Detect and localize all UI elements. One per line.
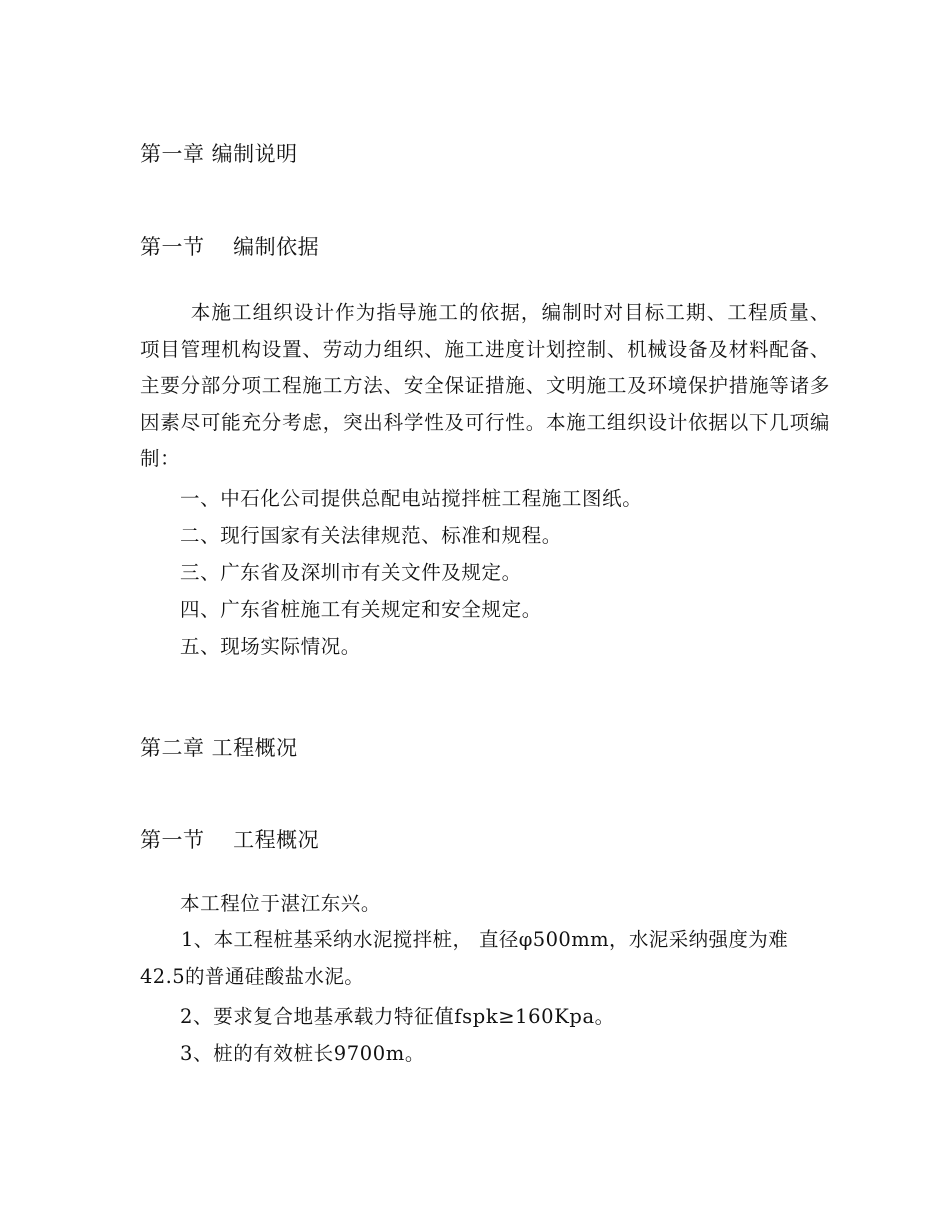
project-item-2: 2、要求复合地基承载力特征值fspk≥160Kpa。 xyxy=(180,1005,615,1028)
chapter-1-section-1-title: 第一节 编制依据 xyxy=(140,235,320,259)
project-location: 本工程位于湛江东兴。 xyxy=(180,892,382,915)
basis-item-1: 一、中石化公司提供总配电站搅拌桩工程施工图纸。 xyxy=(180,487,643,510)
basis-item-2: 二、现行国家有关法律规范、标准和规程。 xyxy=(180,524,562,547)
chapter-1-intro-paragraph: 本施工组织设计作为指导施工的依据，编制时对目标工期、工程质量、项目管理机构设置、劳动力组织、施工进度计划控制、机械设备及材料配备、主要分部分项工程施工方法、安全保证措施、文明施工及环境保护措施等诸多因素尽可能充分考虑，突出科学性及可行性。本施工组织设计依据以下几项编制： xyxy=(140,301,830,470)
basis-item-5: 五、现场实际情况。 xyxy=(180,635,361,658)
chapter-2-section-1-title: 第一节 工程概况 xyxy=(140,828,320,852)
project-item-3: 3、桩的有效桩长9700m。 xyxy=(180,1042,425,1065)
project-item-1: 1、本工程桩基采纳水泥搅拌桩， 直径φ500mm，水泥采纳强度为难42.5的普通硅酸盐水泥。 xyxy=(140,928,789,988)
basis-item-3: 三、广东省及深圳市有关文件及规定。 xyxy=(180,561,522,584)
chapter-2-title: 第二章 工程概况 xyxy=(140,736,298,760)
basis-item-4: 四、广东省桩施工有关规定和安全规定。 xyxy=(180,598,542,621)
chapter-1-title: 第一章 编制说明 xyxy=(140,142,298,166)
